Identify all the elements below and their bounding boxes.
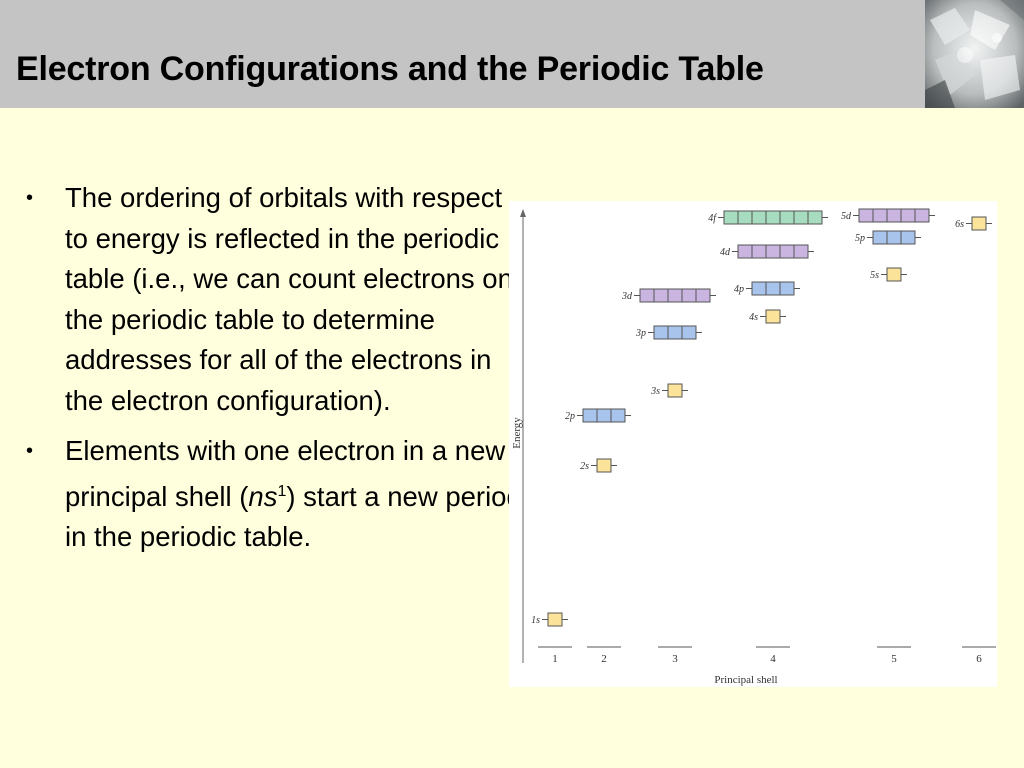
orbital-6s: [955, 217, 992, 230]
orbital-box: [640, 289, 654, 302]
orbital-box: [780, 211, 794, 224]
bullet-superscript: 1: [277, 482, 287, 500]
orbital-box: [654, 289, 668, 302]
orbital-3d: [621, 289, 716, 302]
orbital-box: [901, 209, 915, 222]
orbital-box: [873, 209, 887, 222]
orbital-label: 4d: [720, 247, 730, 258]
orbital-box: [548, 613, 562, 626]
orbital-label: 3p: [636, 328, 646, 339]
orbital-box: [766, 310, 780, 323]
orbital-label: 5d: [841, 211, 851, 222]
orbital-box: [654, 326, 668, 339]
orbital-box: [597, 409, 611, 422]
orbital-4d: [720, 245, 814, 258]
orbital-box: [611, 409, 625, 422]
shell-tick-label: 2: [601, 653, 607, 665]
orbital-box: [794, 245, 808, 258]
orbital-4f: [708, 211, 828, 224]
orbital-box: [682, 289, 696, 302]
orbital-box: [668, 289, 682, 302]
orbital-3s: [650, 384, 688, 397]
orbital-box: [780, 282, 794, 295]
orbital-label: 5s: [870, 270, 879, 281]
orbital-box: [738, 211, 752, 224]
orbital-box: [696, 289, 710, 302]
orbital-box: [887, 268, 901, 281]
bullet-dot: •: [26, 187, 34, 209]
shell-tick-label: 1: [552, 653, 558, 665]
orbital-label: 4f: [708, 213, 716, 224]
orbital-box: [873, 231, 887, 244]
orbital-5s: [870, 268, 907, 281]
orbital-2p: [565, 409, 631, 422]
orbital-label: 4p: [734, 284, 744, 295]
bullet-item-2: [26, 431, 526, 558]
orbital-box: [780, 245, 794, 258]
orbital-box: [752, 282, 766, 295]
orbital-box: [682, 326, 696, 339]
orbital-box: [887, 231, 901, 244]
bullet-dot: •: [26, 440, 34, 462]
bullet-italic: ns: [248, 480, 278, 512]
orbital-label: 4s: [749, 312, 758, 323]
orbital-box: [583, 409, 597, 422]
orbital-label: 5p: [855, 233, 865, 244]
orbital-energy-diagram: [509, 201, 997, 687]
bullet-text: The ordering of orbitals with respect to energy is reflected in the periodic table (i.e., we can count electrons on the periodic table to determine addresses for all of the electrons in the electron configuration).: [65, 182, 513, 416]
orbital-label: 3s: [651, 386, 660, 397]
orbital-box: [668, 326, 682, 339]
energy-axis-arrow: [520, 209, 526, 217]
shell-tick-label: 6: [976, 653, 982, 665]
bullet-text-part: Elements with one electron in a new principal shell (: [65, 435, 506, 512]
x-axis-label: Principal shell: [714, 674, 778, 686]
orbital-label: 1s: [531, 615, 540, 626]
orbital-box: [752, 211, 766, 224]
orbital-label: 3d: [622, 291, 632, 302]
orbital-box: [724, 211, 738, 224]
orbital-box: [752, 245, 766, 258]
orbital-box: [794, 211, 808, 224]
y-axis-label: Energy: [511, 417, 523, 449]
bullet-list: [26, 178, 526, 568]
orbital-box: [972, 217, 986, 230]
orbital-2s: [580, 459, 617, 472]
bullet-text-part: ) start a new period in the periodic table.: [65, 480, 522, 553]
orbital-1s: [531, 613, 568, 626]
bullet-item-1: [26, 178, 526, 421]
shell-tick-label: 3: [672, 653, 678, 665]
slide-title: Electron Configurations and the Periodic Table: [16, 50, 764, 88]
orbital-box: [766, 282, 780, 295]
orbital-label: 2s: [580, 461, 589, 472]
orbital-4s: [749, 310, 786, 323]
orbital-box: [887, 209, 901, 222]
orbital-box: [859, 209, 873, 222]
orbital-label: 2p: [565, 411, 575, 422]
orbital-5d: [841, 209, 935, 222]
orbital-box: [901, 231, 915, 244]
orbital-box: [738, 245, 752, 258]
orbital-box: [766, 245, 780, 258]
orbital-3p: [635, 326, 702, 339]
orbital-5p: [855, 231, 921, 244]
orbital-4p: [734, 282, 800, 295]
orbital-box: [808, 211, 822, 224]
orbital-box: [766, 211, 780, 224]
orbital-box: [597, 459, 611, 472]
shell-tick-label: 5: [891, 653, 897, 665]
orbital-label: 6s: [955, 219, 964, 230]
orbital-box: [915, 209, 929, 222]
orbital-box: [668, 384, 682, 397]
ice-crystal-image: [925, 0, 1024, 108]
shell-tick-label: 4: [770, 653, 776, 665]
